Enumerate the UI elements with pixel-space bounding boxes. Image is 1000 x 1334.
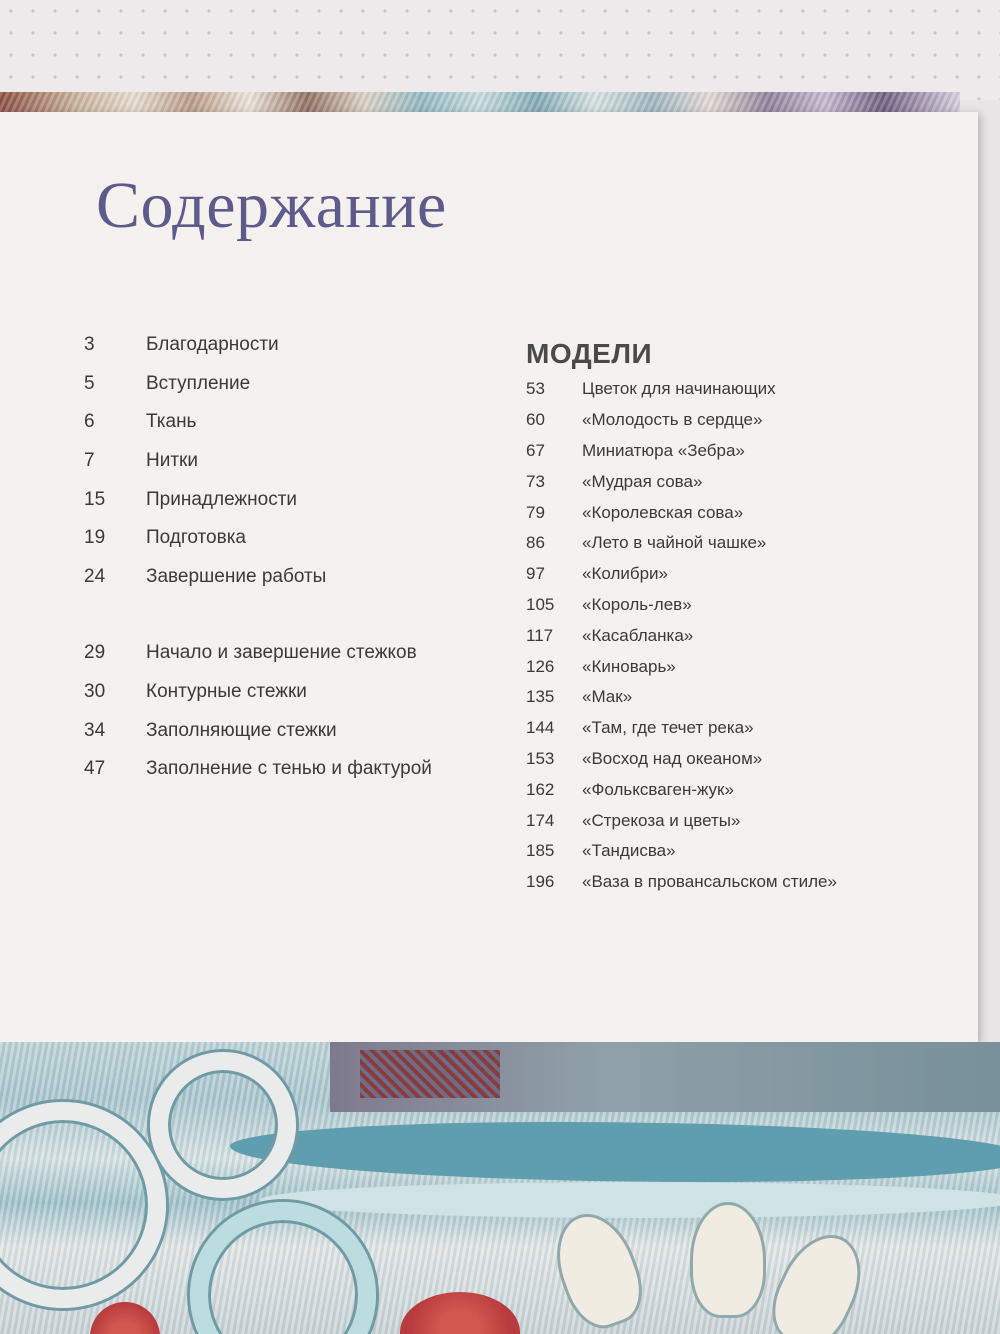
model-title: «Восход над океаном» bbox=[582, 748, 763, 768]
model-entry bbox=[526, 744, 946, 775]
model-title: «Киноварь» bbox=[582, 656, 676, 676]
model-title: «Стрекоза и цветы» bbox=[582, 810, 741, 830]
embroidery-wave-light bbox=[260, 1182, 1000, 1218]
model-page-number: 185 bbox=[526, 841, 555, 861]
model-page-number: 79 bbox=[526, 502, 545, 522]
model-title: Миниатюра «Зебра» bbox=[582, 440, 745, 460]
model-page-number: 144 bbox=[526, 718, 555, 738]
model-title: «Мак» bbox=[582, 687, 633, 707]
toc-page-number: 34 bbox=[84, 719, 106, 741]
model-title: «Ваза в провансальском стиле» bbox=[582, 872, 837, 892]
model-entry bbox=[526, 436, 946, 467]
model-title: «Фольксваген-жук» bbox=[582, 779, 734, 799]
model-title: «Молодость в сердце» bbox=[582, 410, 763, 430]
model-page-number: 105 bbox=[526, 594, 555, 614]
embroidery-red-flower bbox=[400, 1292, 520, 1334]
model-entry bbox=[526, 620, 946, 651]
embroidery-petal bbox=[690, 1202, 766, 1318]
model-entry bbox=[526, 528, 946, 559]
model-title: «Там, где течет река» bbox=[582, 718, 754, 738]
toc-entry bbox=[84, 519, 504, 558]
toc-entry bbox=[84, 326, 504, 365]
embroidery-wave bbox=[230, 1122, 1000, 1182]
toc-page-number: 29 bbox=[84, 642, 106, 664]
model-page-number: 53 bbox=[526, 379, 545, 399]
model-entry bbox=[526, 497, 946, 528]
contents-left-column bbox=[84, 326, 504, 789]
model-entry bbox=[526, 867, 946, 898]
toc-entry-title: Заполняющие стежки bbox=[146, 719, 337, 741]
model-entry bbox=[526, 466, 946, 497]
model-title: «Касабланка» bbox=[582, 625, 694, 645]
embroidery-illustration bbox=[0, 1042, 1000, 1334]
model-page-number: 162 bbox=[526, 779, 555, 799]
embroidery-petal bbox=[759, 1221, 877, 1334]
toc-entry-title: Благодарности bbox=[146, 334, 279, 356]
model-entry bbox=[526, 805, 946, 836]
model-page-number: 86 bbox=[526, 533, 545, 553]
model-title: «Тандисва» bbox=[582, 841, 676, 861]
model-page-number: 117 bbox=[526, 625, 554, 645]
dotted-paper-background bbox=[0, 0, 1000, 100]
toc-entry-title: Принадлежности bbox=[146, 488, 298, 510]
embroidery-red-flower bbox=[90, 1302, 160, 1334]
toc-page-number: 6 bbox=[84, 411, 95, 433]
toc-entry bbox=[84, 403, 504, 442]
model-entry bbox=[526, 559, 946, 590]
model-title: «Лето в чайной чашке» bbox=[582, 533, 767, 553]
model-page-number: 126 bbox=[526, 656, 555, 676]
model-page-number: 97 bbox=[526, 564, 545, 584]
toc-entry bbox=[84, 365, 504, 404]
model-page-number: 153 bbox=[526, 748, 555, 768]
toc-entry bbox=[84, 558, 504, 597]
toc-page-number: 19 bbox=[84, 527, 106, 549]
toc-page-number: 47 bbox=[84, 758, 106, 780]
toc-entry-title: Подготовка bbox=[146, 527, 247, 549]
toc-page-number: 3 bbox=[84, 334, 95, 356]
model-page-number: 135 bbox=[526, 687, 555, 707]
model-entry bbox=[526, 374, 946, 405]
toc-entry-title: Заполнение с тенью и фактурой bbox=[146, 758, 432, 780]
embroidery-swirl bbox=[190, 1202, 376, 1334]
model-entry bbox=[526, 682, 946, 713]
toc-entry bbox=[84, 673, 504, 712]
section-gap bbox=[84, 596, 504, 634]
toc-entry bbox=[84, 711, 504, 750]
toc-page-number: 5 bbox=[84, 372, 95, 394]
model-entry bbox=[526, 651, 946, 682]
toc-entry-title: Вступление bbox=[146, 372, 251, 394]
model-entry bbox=[526, 713, 946, 744]
toc-entry bbox=[84, 480, 504, 519]
model-page-number: 174 bbox=[526, 810, 555, 830]
model-page-number: 67 bbox=[526, 440, 545, 460]
model-title: «Мудрая сова» bbox=[582, 471, 703, 491]
model-title: «Колибри» bbox=[582, 564, 668, 584]
toc-entry bbox=[84, 634, 504, 673]
book-page bbox=[0, 112, 978, 1042]
toc-entry-title: Начало и завершение стежков bbox=[146, 642, 417, 664]
model-entry bbox=[526, 774, 946, 805]
toc-entry-title: Завершение работы bbox=[146, 565, 327, 587]
model-title: «Король-лев» bbox=[582, 594, 692, 614]
toc-page-number: 30 bbox=[84, 681, 106, 703]
model-entry bbox=[526, 590, 946, 621]
embroidery-swirl bbox=[0, 1102, 166, 1308]
toc-page-number: 7 bbox=[84, 450, 95, 472]
toc-entry bbox=[84, 442, 504, 481]
model-page-number: 60 bbox=[526, 410, 545, 430]
model-page-number: 196 bbox=[526, 872, 555, 892]
models-heading: МОДЕЛИ bbox=[526, 338, 653, 369]
toc-entry-title: Нитки bbox=[146, 450, 198, 472]
embroidery-swirl bbox=[150, 1052, 296, 1198]
toc-page-number: 15 bbox=[84, 488, 106, 510]
embroidery-lattice bbox=[360, 1050, 500, 1098]
toc-entry-title: Контурные стежки bbox=[146, 681, 307, 703]
model-page-number: 73 bbox=[526, 471, 545, 491]
contents-models-column bbox=[526, 326, 946, 898]
model-title: «Королевская сова» bbox=[582, 502, 744, 522]
page-title: Содержание bbox=[96, 169, 447, 242]
toc-entry-title: Ткань bbox=[146, 411, 197, 433]
model-entry bbox=[526, 405, 946, 436]
toc-entry bbox=[84, 750, 504, 789]
embroidery-petal bbox=[542, 1203, 653, 1334]
toc-page-number: 24 bbox=[84, 565, 106, 587]
model-title: Цветок для начинающих bbox=[582, 379, 776, 399]
model-entry bbox=[526, 836, 946, 867]
